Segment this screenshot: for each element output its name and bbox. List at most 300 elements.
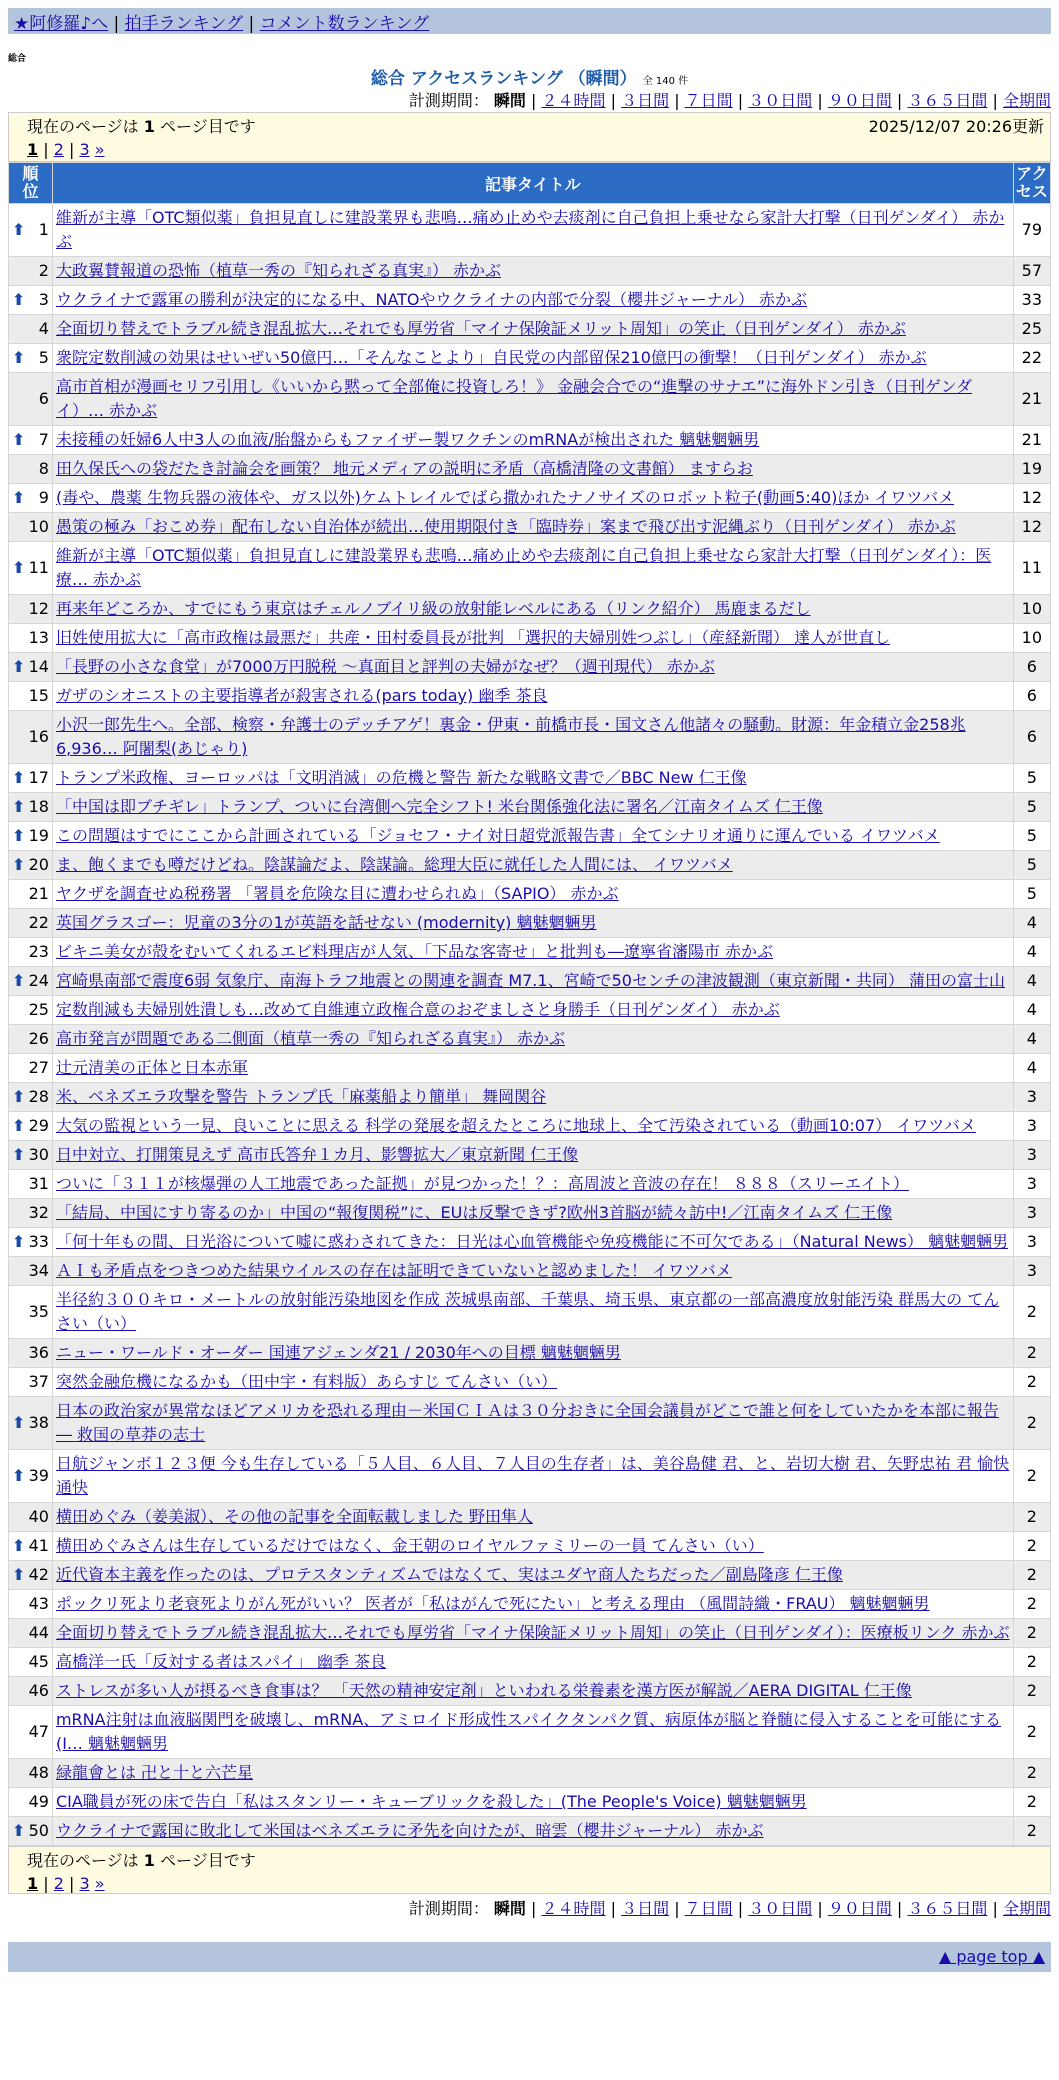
access-count: 2	[1013, 1590, 1050, 1619]
title-cell	[52, 880, 1013, 909]
article-link[interactable]: CIA職員が死の床で告白「私はスタンリー・キューブリックを殺した」(The People's Voice) 魑魅魍魎男	[55, 1792, 807, 1811]
period-separator: |	[812, 91, 828, 110]
current-page-text: 現在のページは 1 ページ目です	[27, 1851, 256, 1870]
article-link[interactable]: 突然金融危機になるかも（田中宇・有料版）あらすじ てんさい（い）	[55, 1372, 558, 1391]
article-link[interactable]: (毒や、農薬 生物兵器の液体や、ガス以外)ケムトレイルでばら撒かれたナノサイズのロボット粒子(動画5:40)ほか イワツバメ	[55, 488, 955, 507]
pager-bottom	[27, 1873, 1044, 1895]
period-separator: |	[605, 1899, 622, 1918]
period-label: 計測期間：	[408, 1899, 489, 1918]
header-access: アクセス	[1013, 163, 1050, 204]
article-link[interactable]: ポックリ死より老衰死よりがん死がいい？ 医者が「私はがんで死にたい」と考える理由 （風間詩織・FRAU） 魑魅魍魎男	[55, 1594, 930, 1613]
rank-cell	[9, 455, 53, 484]
title-cell	[52, 315, 1013, 344]
title-cell	[52, 1677, 1013, 1706]
article-link[interactable]: 「結局、中国にすり寄るのか」中国の“報復関税”に、EUは反撃できず?欧州3首脳が続々訪中!／江南タイムズ 仁王像	[55, 1203, 893, 1222]
rank-number: 22	[28, 913, 49, 932]
rank-cell	[9, 1228, 53, 1257]
article-link[interactable]: ガザのシオニストの主要指導者が殺害される(pars today) 幽季 茶良	[55, 686, 548, 705]
period-link[interactable]: ９０日間	[827, 91, 892, 110]
rank-cell	[9, 793, 53, 822]
access-count: 2	[1013, 1286, 1050, 1339]
title-cell	[52, 1199, 1013, 1228]
rank-number: 27	[28, 1058, 49, 1077]
up-arrow-icon: ⬆	[12, 971, 26, 990]
page-status-box-bottom	[8, 1846, 1051, 1894]
table-row	[9, 1788, 1051, 1817]
title-cell	[52, 1759, 1013, 1788]
rank-cell	[9, 711, 53, 764]
article-link[interactable]: 高市首相が漫画セリフ引用し《いいから黙って全部俺に投資しろ！》 金融会合での“進撃のサナエ”に海外ドン引き（日刊ゲンダイ）… 赤かぶ	[55, 377, 973, 420]
title-cell	[52, 938, 1013, 967]
period-separator: |	[891, 1899, 908, 1918]
period-separator: |	[732, 1899, 749, 1918]
title-cell	[52, 682, 1013, 711]
rank-number: 45	[28, 1652, 49, 1671]
article-link[interactable]: 横田めぐみさんは生存しているだけではなく、金王朝のロイヤルファミリーの一員 てんさい（い）	[55, 1536, 764, 1555]
period-link[interactable]: ３６５日間	[907, 91, 988, 110]
rank-cell	[9, 653, 53, 682]
period-link[interactable]: 全期間	[1002, 91, 1051, 110]
access-count: 10	[1013, 624, 1050, 653]
rank-number: 38	[28, 1413, 49, 1432]
article-link[interactable]: 定数削減も夫婦別姓潰しも…改めて自維連立政権合意のおぞましさと身勝手（日刊ゲンダイ） 赤かぶ	[55, 1000, 780, 1019]
current-page-text: 現在のページは 1 ページ目です	[27, 117, 256, 136]
period-separator: |	[531, 1899, 542, 1918]
period-separator: |	[812, 1899, 828, 1918]
article-link[interactable]: 米、ベネズエラ攻撃を警告 トランプ氏「麻薬船より簡単」 舞岡関谷	[55, 1087, 547, 1106]
period-links	[531, 91, 1051, 110]
rank-cell	[9, 344, 53, 373]
clap-ranking-link[interactable]: 拍手ランキング	[124, 14, 244, 34]
rank-number: 11	[28, 558, 49, 577]
article-link[interactable]: 維新が主導「OTC類似薬」負担見直しに建設業界も悲鳴…痛め止めや去痰剤に自己負担上乗せなら家計大打撃（日刊ゲンダイ）：医療… 赤かぶ	[55, 546, 992, 589]
rank-number: 35	[28, 1302, 49, 1321]
article-link[interactable]: トランプ米政権、ヨーロッパは「文明消滅」の危機と警告 新たな戦略文書で／BBC New 仁王像	[55, 768, 747, 787]
article-link[interactable]: ＡＩも矛盾点をつきつめた結果ウイルスの存在は証明できていないと認めました！ イワツバメ	[55, 1261, 732, 1280]
rank-number: 46	[28, 1681, 49, 1700]
rank-number: 10	[28, 517, 49, 536]
period-link[interactable]: ７日間	[684, 91, 733, 110]
article-link[interactable]: 未接種の妊婦6人中3人の血液/胎盤からもファイザー製ワクチンのmRNAが検出された 魑魅魍魎男	[55, 430, 760, 449]
rank-cell	[9, 1368, 53, 1397]
table-row	[9, 1083, 1051, 1112]
article-link[interactable]: 日本の政治家が異常なほどアメリカを恐れる理由－米国ＣＩＡは３０分おきに全国会議員がどこで誰と何をしていたかを本部に報告― 救国の草莽の志士	[55, 1401, 999, 1444]
up-arrow-icon: ⬆	[12, 768, 26, 787]
article-link[interactable]: 緑龍會とは 卍と十と六芒星	[55, 1763, 254, 1782]
table-row	[9, 1619, 1051, 1648]
rank-cell	[9, 880, 53, 909]
access-count: 19	[1013, 455, 1050, 484]
title-cell	[52, 1083, 1013, 1112]
title-cell	[52, 257, 1013, 286]
table-row	[9, 996, 1051, 1025]
table-row	[9, 938, 1051, 967]
table-row	[9, 880, 1051, 909]
up-arrow-icon: ⬆	[12, 1413, 26, 1432]
up-arrow-icon: ⬆	[12, 1536, 26, 1555]
period-link[interactable]: ３６５日間	[907, 1899, 988, 1918]
access-count: 11	[1013, 542, 1050, 595]
rank-number: 26	[28, 1029, 49, 1048]
rank-number: 32	[28, 1203, 49, 1222]
period-separator: |	[669, 1899, 685, 1918]
up-arrow-icon: ⬆	[12, 826, 26, 845]
top-nav-bar	[8, 8, 1051, 34]
access-count: 4	[1013, 1025, 1050, 1054]
page-status-box	[8, 112, 1051, 162]
title-cell	[52, 996, 1013, 1025]
table-row	[9, 1503, 1051, 1532]
rank-number: 20	[28, 855, 49, 874]
rank-cell	[9, 938, 53, 967]
article-link[interactable]: mRNA注射は血液脳関門を破壊し、mRNA、アミロイド形成性スパイクタンパク質、病原体が脳と脊髄に侵入することを可能にする(I… 魑魅魍魎男	[55, 1710, 1001, 1753]
article-link[interactable]: 大気の監視という一見、良いことに思える 科学の発展を超えたところに地球上、全て汚染されている（動画10:07） イワツバメ	[55, 1116, 976, 1135]
title-cell	[52, 653, 1013, 682]
title-cell	[52, 344, 1013, 373]
table-row	[9, 1257, 1051, 1286]
table-row	[9, 1199, 1051, 1228]
rank-number: 16	[28, 727, 49, 746]
pager-link[interactable]: 2	[53, 1874, 64, 1893]
table-row	[9, 851, 1051, 880]
title-cell	[52, 1228, 1013, 1257]
title-cell	[52, 967, 1013, 996]
article-link[interactable]: 宮崎県南部で震度6弱 気象庁、南海トラフ地震との関連を調査 M7.1、宮崎で50センチの津波観測（東京新聞・共同） 蒲田の富士山	[55, 971, 1006, 990]
rank-number: 24	[28, 971, 49, 990]
period-separator: |	[605, 91, 622, 110]
article-link[interactable]: 全面切り替えでトラブル続き混乱拡大…それでも厚労省「マイナ保険証メリット周知」の笑止（日刊ゲンダイ）：医療板リンク 赤かぶ	[55, 1623, 1010, 1642]
access-count: 6	[1013, 682, 1050, 711]
period-link[interactable]: 全期間	[1002, 1899, 1051, 1918]
title-cell	[52, 373, 1013, 426]
rank-cell	[9, 764, 53, 793]
title-cell	[52, 484, 1013, 513]
rank-number: 36	[28, 1343, 49, 1362]
up-arrow-icon: ⬆	[12, 348, 26, 367]
rank-cell	[9, 1083, 53, 1112]
table-row	[9, 822, 1051, 851]
rank-cell	[9, 1450, 53, 1503]
rank-cell	[9, 286, 53, 315]
rank-cell	[9, 909, 53, 938]
page-title	[8, 68, 1051, 90]
access-count: 3	[1013, 1199, 1050, 1228]
article-link[interactable]: 田久保氏への袋だたき討論会を画策？ 地元メディアの説明に矛盾（高橋清隆の文書館） ますらお	[55, 459, 753, 478]
rank-number: 9	[38, 488, 49, 507]
period-links	[531, 1899, 1051, 1918]
table-row	[9, 344, 1051, 373]
access-count: 2	[1013, 1759, 1050, 1788]
title-cell	[52, 1619, 1013, 1648]
rank-number: 14	[28, 657, 49, 676]
access-count: 21	[1013, 426, 1050, 455]
rank-number: 29	[28, 1116, 49, 1135]
title-cell	[52, 595, 1013, 624]
access-count: 6	[1013, 711, 1050, 764]
article-link[interactable]: 小沢一郎先生へ。全部、検察・弁護士のデッチアゲ！裏金・伊東・前橋市長・国文さん他諸々の騒動。財源：年金積立金258兆6,936… 阿闍梨(あじゃり)	[55, 715, 966, 758]
access-count: 5	[1013, 822, 1050, 851]
article-link[interactable]: 高市発言が問題である二側面（植草一秀の『知られざる真実』） 赤かぶ	[55, 1029, 566, 1048]
title-cell	[52, 909, 1013, 938]
article-link[interactable]: 「長野の小さな食堂」が7000万円脱税 ～真面目と評判の夫婦がなぜ？（週刊現代） 赤かぶ	[55, 657, 715, 676]
rank-cell	[9, 1561, 53, 1590]
table-row	[9, 426, 1051, 455]
title-cell	[52, 1170, 1013, 1199]
table-row	[9, 1648, 1051, 1677]
article-link[interactable]: 日航ジャンボ１２３便 今も生存している「５人目、６人目、７人目の生存者」は、美谷島健 君、と、岩切大樹 君、矢野忠祐 君 愉快通快	[55, 1454, 1010, 1497]
article-link[interactable]: 衆院定数削減の効果はせいぜい50億円…「そんなことより」自民党の内部留保210億円の衝撃！（日刊ゲンダイ） 赤かぶ	[55, 348, 927, 367]
access-count: 2	[1013, 1397, 1050, 1450]
article-link[interactable]: ウクライナで露軍の勝利が決定的になる中、NATOやウクライナの内部で分裂（櫻井ジャーナル） 赤かぶ	[55, 290, 808, 309]
rank-number: 48	[28, 1763, 49, 1782]
rank-number: 1	[38, 220, 49, 239]
access-count: 4	[1013, 938, 1050, 967]
article-link[interactable]: 「中国は即ブチギレ」トランプ、ついに台湾側へ完全シフト! 米台関係強化法に署名／江南タイムズ 仁王像	[55, 797, 823, 816]
period-separator: |	[987, 1899, 1003, 1918]
rank-cell	[9, 624, 53, 653]
access-count: 3	[1013, 1257, 1050, 1286]
table-row	[9, 1025, 1051, 1054]
rank-number: 41	[28, 1536, 49, 1555]
period-separator: |	[891, 91, 908, 110]
rank-cell	[9, 1532, 53, 1561]
rank-number: 39	[28, 1466, 49, 1485]
article-link[interactable]: ま、飽くまでも噂だけどね。陰謀論だよ、陰謀論。総理大臣に就任した人間には、 イワツバメ	[55, 855, 733, 874]
article-link[interactable]: 横田めぐみ（姜美淑）、その他の記事を全面転載しました 野田隼人	[55, 1507, 534, 1526]
pager-top	[27, 139, 1044, 161]
article-link[interactable]: 愚策の極み「おこめ券」配布しない自治体が続出…使用期限付き「臨時券」案まで飛び出す泥縄ぶり（日刊ゲンダイ） 赤かぶ	[55, 517, 956, 536]
rank-cell	[9, 1590, 53, 1619]
period-link[interactable]: ９０日間	[827, 1899, 892, 1918]
up-arrow-icon: ⬆	[12, 430, 26, 449]
access-count: 5	[1013, 793, 1050, 822]
rank-number: 21	[28, 884, 49, 903]
footer-bar	[8, 1942, 1051, 1972]
rank-cell	[9, 1817, 53, 1846]
title-cell	[52, 711, 1013, 764]
access-count: 2	[1013, 1619, 1050, 1648]
article-link[interactable]: 高橋洋一氏「反対する者はスパイ」 幽季 茶良	[55, 1652, 387, 1671]
article-link[interactable]: 英国グラスゴー：児童の3分の1が英語を話せない (modernity) 魑魅魍魎男	[55, 913, 597, 932]
access-count: 2	[1013, 1339, 1050, 1368]
period-link[interactable]: ３日間	[621, 1899, 670, 1918]
access-count: 2	[1013, 1677, 1050, 1706]
table-row	[9, 1706, 1051, 1759]
period-link[interactable]: ７日間	[684, 1899, 733, 1918]
rank-number: 28	[28, 1087, 49, 1106]
table-row	[9, 1532, 1051, 1561]
rank-cell	[9, 996, 53, 1025]
up-arrow-icon: ⬆	[12, 855, 26, 874]
table-row	[9, 1677, 1051, 1706]
pager-link[interactable]: 2	[53, 140, 64, 159]
period-separator: |	[531, 91, 542, 110]
article-link[interactable]: 再来年どころか、すでにもう東京はチェルノブイリ級の放射能レベルにある（リンク紹介） 馬鹿まるだし	[55, 599, 811, 618]
up-arrow-icon: ⬆	[12, 1145, 26, 1164]
pager-next[interactable]: »	[94, 140, 105, 159]
title-cell	[52, 1532, 1013, 1561]
article-link[interactable]: 辻元清美の正体と日本赤軍	[55, 1058, 248, 1077]
rank-cell	[9, 373, 53, 426]
rank-cell	[9, 1170, 53, 1199]
access-count: 21	[1013, 373, 1050, 426]
access-count: 5	[1013, 851, 1050, 880]
access-count: 12	[1013, 484, 1050, 513]
access-count: 6	[1013, 653, 1050, 682]
rank-cell	[9, 1677, 53, 1706]
access-count: 3	[1013, 1141, 1050, 1170]
rank-cell	[9, 1648, 53, 1677]
nav-separator: |	[248, 14, 255, 34]
pager-separator: |	[63, 1874, 80, 1893]
table-row	[9, 315, 1051, 344]
article-link[interactable]: この問題はすでにここから計画されている「ジョセフ・ナイ対日超党派報告書」全てシナリオ通りに運んでいる イワツバメ	[55, 826, 940, 845]
article-link[interactable]: 全面切り替えでトラブル続き混乱拡大…それでも厚労省「マイナ保険証メリット周知」の笑止（日刊ゲンダイ） 赤かぶ	[55, 319, 906, 338]
home-link[interactable]: ★阿修羅♪へ	[14, 14, 109, 34]
page	[8, 8, 1051, 1972]
rank-cell	[9, 1759, 53, 1788]
title-cell	[52, 1788, 1013, 1817]
table-row	[9, 909, 1051, 938]
access-count: 2	[1013, 1706, 1050, 1759]
access-count: 4	[1013, 1054, 1050, 1083]
rank-number: 23	[28, 942, 49, 961]
pager-separator: |	[38, 140, 54, 159]
table-row	[9, 1561, 1051, 1590]
title-cell	[52, 1397, 1013, 1450]
rank-cell	[9, 1141, 53, 1170]
title-cell	[52, 204, 1013, 257]
rank-number: 3	[38, 290, 49, 309]
article-link[interactable]: 旧姓使用拡大に「高市政権は最悪だ」共産・田村委員長が批判 「選択的夫婦別姓つぶし」（産経新聞） 達人が世直し	[55, 628, 891, 647]
period-link[interactable]: ３日間	[621, 91, 670, 110]
period-separator: |	[987, 91, 1003, 110]
table-row	[9, 1170, 1051, 1199]
period-separator: |	[732, 91, 749, 110]
access-count: 12	[1013, 513, 1050, 542]
access-count: 2	[1013, 1817, 1050, 1846]
access-count: 2	[1013, 1561, 1050, 1590]
article-link[interactable]: 半径約３００キロ・メートルの放射能汚染地図を作成 茨城県南部、千葉県、埼玉県、東京都の一部高濃度放射能汚染 群馬大の てんさい（い）	[55, 1290, 1000, 1333]
rank-cell	[9, 1025, 53, 1054]
access-count: 2	[1013, 1450, 1050, 1503]
table-row	[9, 967, 1051, 996]
rank-number: 37	[28, 1372, 49, 1391]
period-link[interactable]: ３０日間	[748, 91, 813, 110]
page-top-link[interactable]: ▲ page top ▲	[938, 1947, 1045, 1966]
period-label: 計測期間：	[408, 91, 489, 110]
title-cell	[52, 1561, 1013, 1590]
pager-link[interactable]: 3	[79, 140, 90, 159]
title-cell	[52, 1025, 1013, 1054]
title-cell	[52, 1450, 1013, 1503]
table-row	[9, 653, 1051, 682]
access-count: 10	[1013, 595, 1050, 624]
title-cell	[52, 1141, 1013, 1170]
nav-separator: |	[113, 14, 120, 34]
table-row	[9, 542, 1051, 595]
period-link[interactable]: ２４時間	[541, 1899, 606, 1918]
pager-next[interactable]: »	[94, 1874, 105, 1893]
title-cell	[52, 624, 1013, 653]
article-link[interactable]: 近代資本主義を作ったのは、プロテスタンティズムではなくて、実はユダヤ商人たちだった／副島隆彦 仁王像	[55, 1565, 843, 1584]
article-link[interactable]: 日中対立、打開策見えず 高市氏答弁１カ月、影響拡大／東京新聞 仁王像	[55, 1145, 579, 1164]
ranking-table	[8, 162, 1051, 1846]
rank-cell	[9, 1397, 53, 1450]
rank-cell	[9, 1619, 53, 1648]
rank-number: 47	[28, 1722, 49, 1741]
article-link[interactable]: 「何十年もの間、日光浴について嘘に惑わされてきた：日光は心血管機能や免疫機能に不可欠である」（Natural News） 魑魅魍魎男	[55, 1232, 1009, 1251]
rank-number: 49	[28, 1792, 49, 1811]
table-row	[9, 1590, 1051, 1619]
rank-cell	[9, 967, 53, 996]
comment-ranking-link[interactable]: コメント数ランキング	[259, 14, 430, 34]
access-count: 33	[1013, 286, 1050, 315]
rank-cell	[9, 542, 53, 595]
table-row	[9, 1397, 1051, 1450]
rank-cell	[9, 1339, 53, 1368]
period-current: 瞬間	[493, 1899, 526, 1918]
period-current: 瞬間	[493, 91, 526, 110]
title-cell	[52, 764, 1013, 793]
article-link[interactable]: ついに「３１１が核爆弾の人工地震であった証拠」が見つかった！？：高周波と音波の存在！ ８８８（スリーエイト）	[55, 1174, 909, 1193]
rank-number: 12	[28, 599, 49, 618]
article-link[interactable]: ヤクザを調査せぬ税務署 「署員を危険な目に遭わせられぬ」（SAPIO） 赤かぶ	[55, 884, 619, 903]
table-row	[9, 1228, 1051, 1257]
access-count: 4	[1013, 996, 1050, 1025]
header-title: 記事タイトル	[52, 163, 1013, 204]
access-count: 3	[1013, 1170, 1050, 1199]
rank-cell	[9, 1286, 53, 1339]
up-arrow-icon: ⬆	[12, 1087, 26, 1106]
rank-cell	[9, 315, 53, 344]
access-count: 4	[1013, 909, 1050, 938]
header-rank: 順位	[9, 163, 53, 204]
period-link[interactable]: ３０日間	[748, 1899, 813, 1918]
rank-cell	[9, 595, 53, 624]
article-link[interactable]: 維新が主導「OTC類似薬」負担見直しに建設業界も悲鳴…痛め止めや去痰剤に自己負担上乗せなら家計大打撃（日刊ゲンダイ） 赤かぶ	[55, 208, 1005, 251]
article-link[interactable]: 大政翼賛報道の恐怖（植草一秀の『知られざる真実』） 赤かぶ	[55, 261, 502, 280]
title-cell	[52, 455, 1013, 484]
table-row	[9, 595, 1051, 624]
table-row	[9, 455, 1051, 484]
total-count: 全 140 件	[642, 76, 689, 87]
access-count: 22	[1013, 344, 1050, 373]
title-cell	[52, 793, 1013, 822]
rank-cell	[9, 1503, 53, 1532]
article-link[interactable]: ストレスが多い人が摂るべき食事は？ 「天然の精神安定剤」といわれる栄養素を漢方医が解説／AERA DIGITAL 仁王像	[55, 1681, 912, 1700]
article-link[interactable]: ニュー・ワールド・オーダー 国連アジェンダ21 / 2030年への目標 魑魅魍魎男	[55, 1343, 621, 1362]
period-link[interactable]: ２４時間	[541, 91, 606, 110]
article-link[interactable]: ビキニ美女が殻をむいてくれるエビ料理店が人気、「下品な客寄せ」と批判も―遼寧省瀋陽市 赤かぶ	[55, 942, 774, 961]
pager-link[interactable]: 3	[79, 1874, 90, 1893]
rank-cell	[9, 204, 53, 257]
rank-number: 18	[28, 797, 49, 816]
rank-cell	[9, 426, 53, 455]
title-cell	[52, 1817, 1013, 1846]
ranking-title: 総合 アクセスランキング （瞬間）	[370, 69, 637, 89]
table-row	[9, 373, 1051, 426]
rank-number: 5	[38, 348, 49, 367]
article-link[interactable]: ウクライナで露国に敗北して米国はベネズエラに矛先を向けたが、暗雲（櫻井ジャーナル） 赤かぶ	[55, 1821, 764, 1840]
rank-number: 2	[38, 261, 49, 280]
rank-cell	[9, 1706, 53, 1759]
up-arrow-icon: ⬆	[12, 1466, 26, 1485]
rank-number: 13	[28, 628, 49, 647]
up-arrow-icon: ⬆	[12, 1116, 26, 1135]
category-label: 総合	[8, 54, 27, 64]
access-count: 5	[1013, 764, 1050, 793]
